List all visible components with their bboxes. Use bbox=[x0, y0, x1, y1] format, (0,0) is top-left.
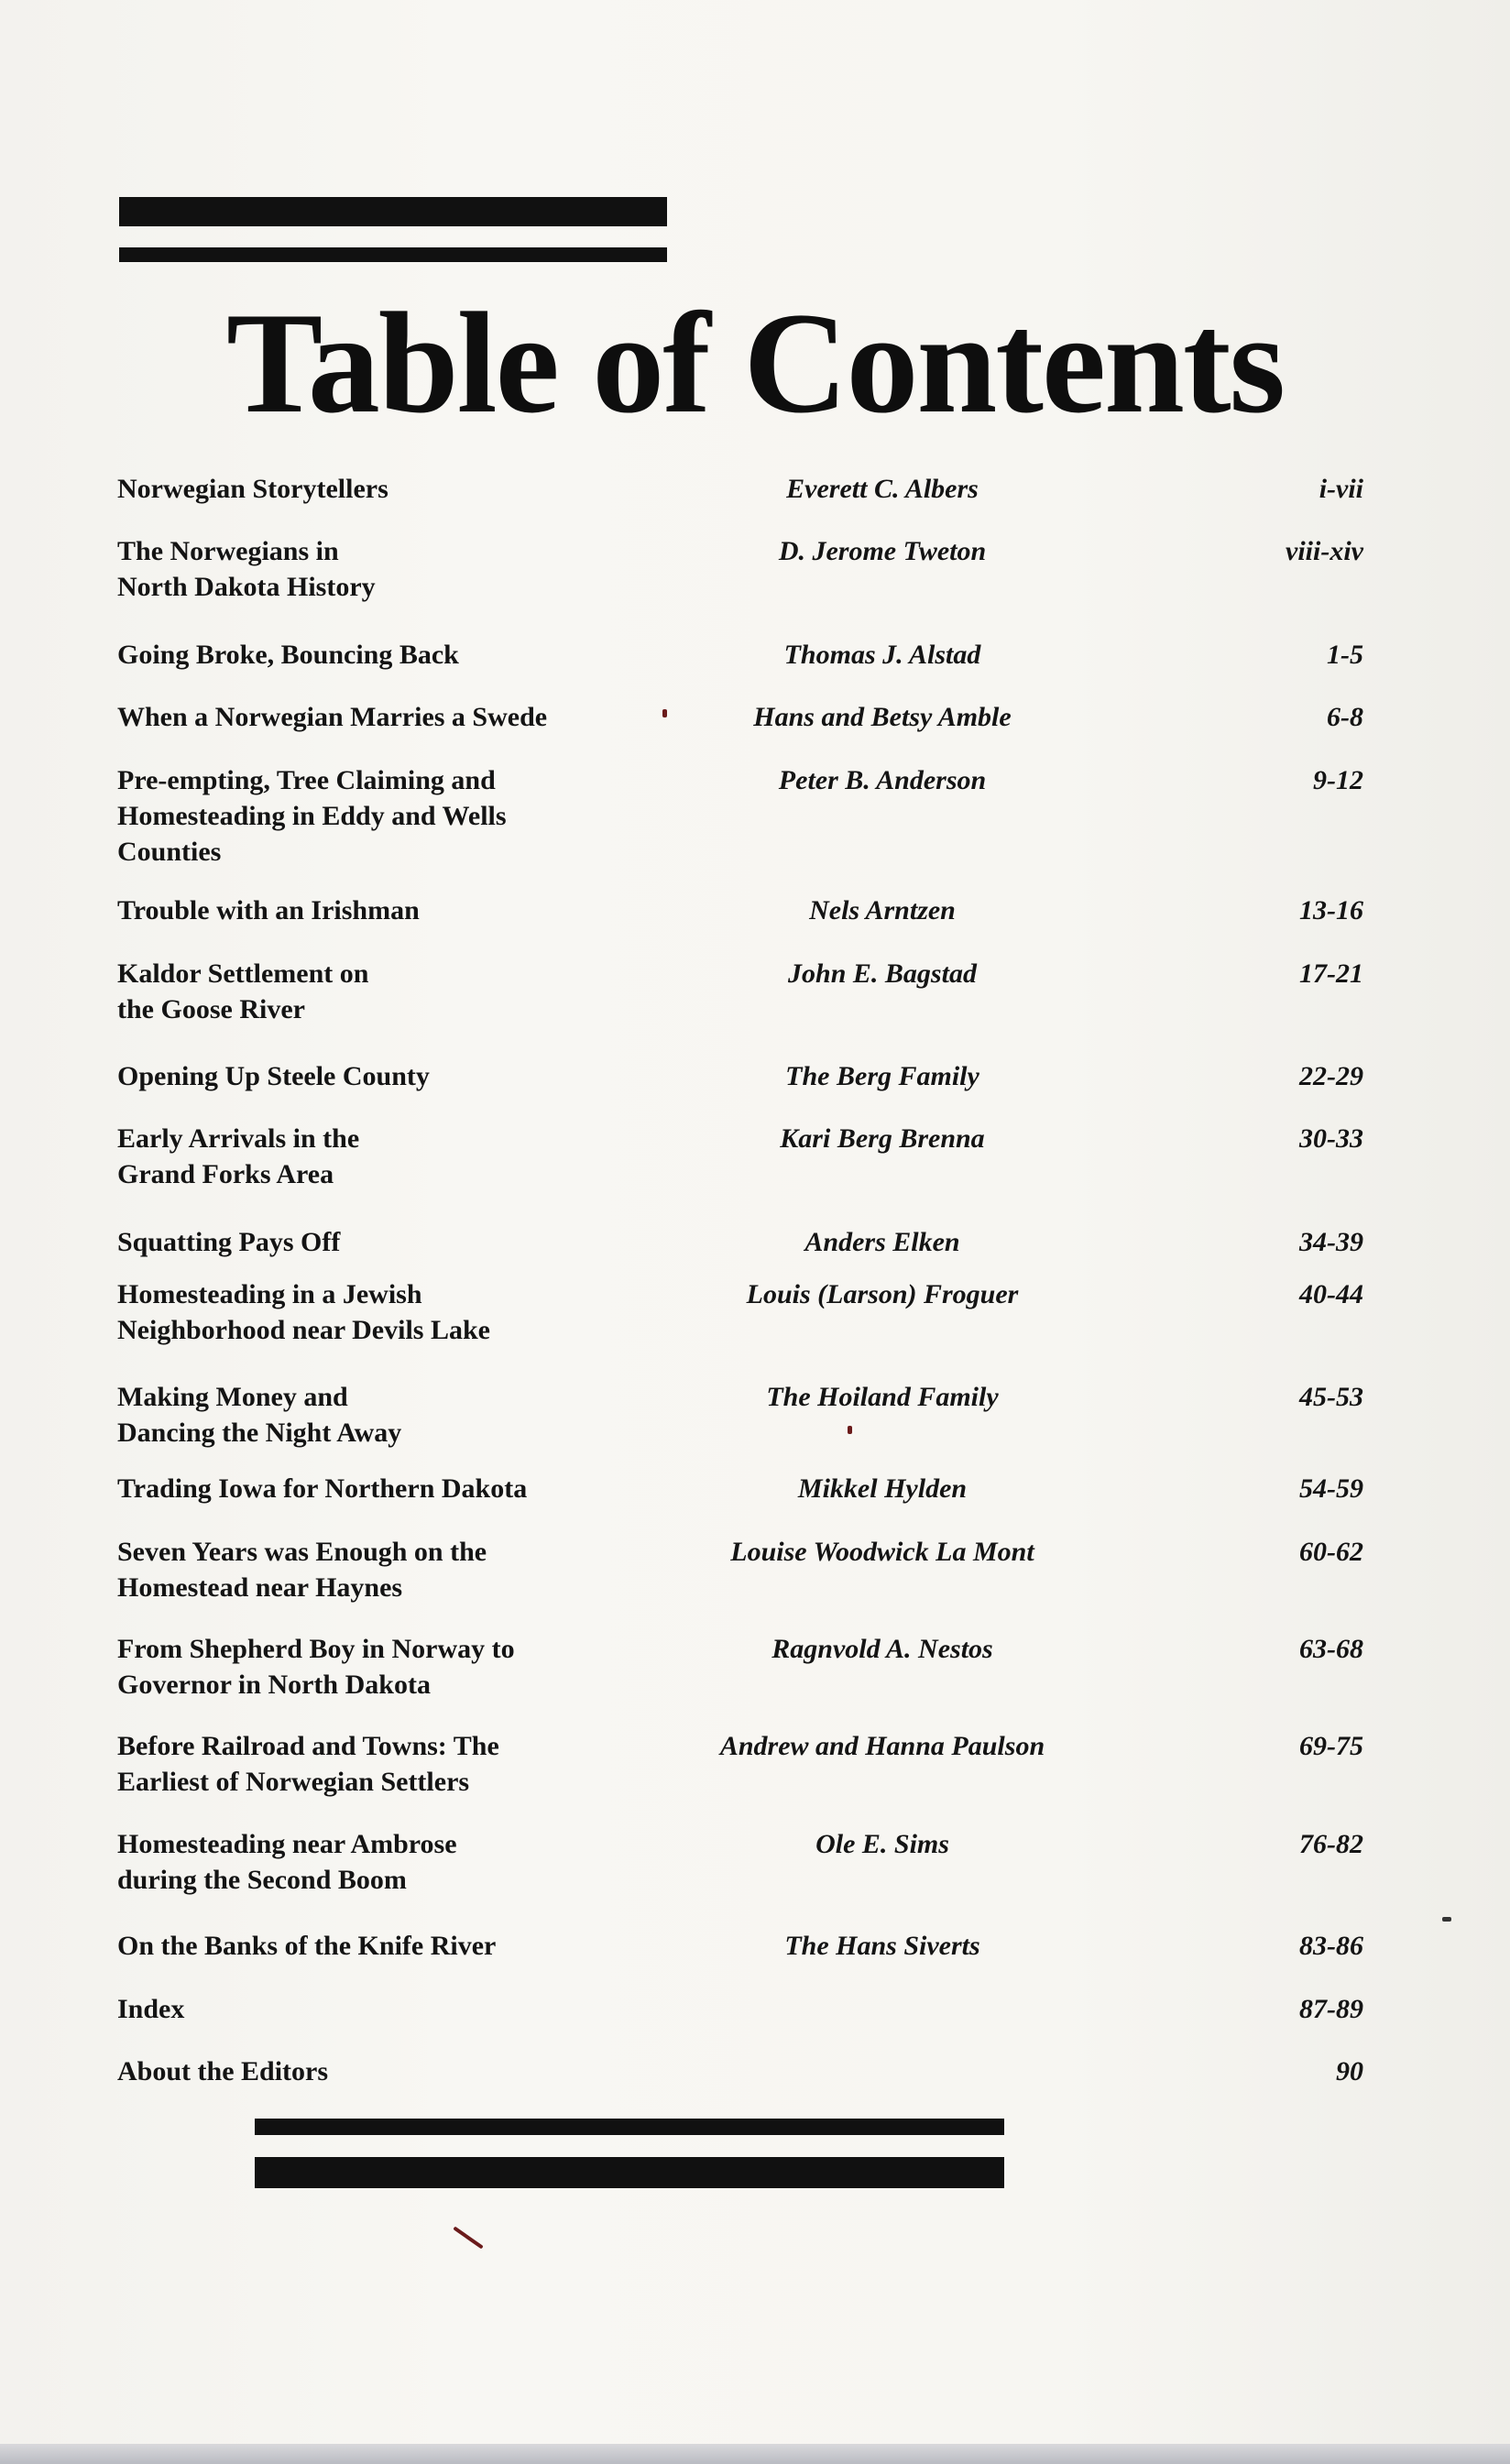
toc-entry-author: The Berg Family bbox=[785, 1061, 979, 1091]
toc-entry-pages: 13-16 bbox=[1299, 895, 1363, 925]
print-speck bbox=[662, 709, 667, 717]
toc-entry-author: Anders Elken bbox=[804, 1227, 960, 1257]
toc-entry-author: Louise Woodwick La Mont bbox=[730, 1537, 1034, 1567]
toc-entry-title: Making Money and Dancing the Night Away bbox=[117, 1382, 402, 1448]
toc-entry bbox=[117, 471, 1363, 507]
toc-entry bbox=[117, 1058, 1363, 1094]
toc-entry bbox=[117, 1826, 1363, 1898]
toc-entry bbox=[117, 1928, 1363, 1964]
toc-entry-title: Seven Years was Enough on the Homestead near Haynes bbox=[117, 1537, 487, 1603]
toc-entry bbox=[117, 1991, 1363, 2027]
toc-entry-author: Everett C. Albers bbox=[786, 474, 979, 504]
toc-entry bbox=[117, 1631, 1363, 1703]
print-speck bbox=[453, 2226, 483, 2249]
toc-entry-title: Kaldor Settlement on the Goose River bbox=[117, 958, 369, 1024]
toc-entry-pages: 30-33 bbox=[1299, 1123, 1363, 1154]
print-speck bbox=[848, 1426, 852, 1434]
toc-entry-pages: 63-68 bbox=[1299, 1634, 1363, 1664]
toc-entry-pages: 83-86 bbox=[1299, 1931, 1363, 1961]
toc-entry-title: Homesteading near Ambrose during the Second Boom bbox=[117, 1829, 457, 1895]
toc-entry-pages: 34-39 bbox=[1299, 1227, 1363, 1257]
toc-entry-title: Opening Up Steele County bbox=[117, 1061, 430, 1091]
toc-entry-title: The Norwegians in North Dakota History bbox=[117, 536, 376, 602]
top-rule-thin bbox=[119, 247, 667, 262]
toc-entry-author: Peter B. Anderson bbox=[778, 765, 987, 795]
toc-entry-author: Mikkel Hylden bbox=[797, 1473, 968, 1504]
toc-entry bbox=[117, 1379, 1363, 1451]
toc-entry-title: When a Norwegian Marries a Swede bbox=[117, 702, 548, 732]
bottom-rule-thin bbox=[255, 2119, 1004, 2135]
toc-entry-title: Going Broke, Bouncing Back bbox=[117, 640, 459, 670]
bottom-rule-thick bbox=[255, 2157, 1004, 2188]
toc-entry-author: The Hans Siverts bbox=[784, 1931, 980, 1961]
toc-entry-pages: 54-59 bbox=[1299, 1473, 1363, 1504]
toc-entry-author: D. Jerome Tweton bbox=[778, 536, 987, 566]
toc-entry-author: Andrew and Hanna Paulson bbox=[719, 1731, 1045, 1761]
toc-entry-title: Before Railroad and Towns: The Earliest of Norwegian Settlers bbox=[117, 1731, 499, 1797]
toc-entry-author: Ole E. Sims bbox=[815, 1829, 949, 1859]
toc-entry-title: Trading Iowa for Northern Dakota bbox=[117, 1473, 528, 1504]
toc-entry bbox=[117, 893, 1363, 928]
toc-entry-pages: viii-xiv bbox=[1286, 536, 1363, 566]
toc-entry-title: Early Arrivals in the Grand Forks Area bbox=[117, 1123, 360, 1189]
print-speck bbox=[1442, 1917, 1451, 1922]
toc-entry-author: Ragnvold A. Nestos bbox=[771, 1634, 993, 1664]
toc-entry-title: Norwegian Storytellers bbox=[117, 474, 388, 504]
toc-entry bbox=[117, 699, 1363, 735]
toc-entry bbox=[117, 1728, 1363, 1800]
toc-entry-pages: 9-12 bbox=[1313, 765, 1363, 795]
toc-entry-author: Louis (Larson) Froguer bbox=[746, 1279, 1019, 1309]
toc-entry-author: Kari Berg Brenna bbox=[780, 1123, 985, 1154]
toc-entry bbox=[117, 762, 1363, 870]
toc-entry-pages: 6-8 bbox=[1327, 702, 1363, 732]
toc-entry bbox=[117, 956, 1363, 1027]
toc-entry bbox=[117, 1276, 1363, 1348]
toc-entry-pages: 90 bbox=[1336, 2056, 1363, 2086]
toc-entry bbox=[117, 1224, 1363, 1260]
toc-entry-pages: 87-89 bbox=[1299, 1994, 1363, 2024]
toc-entry-author: The Hoiland Family bbox=[766, 1382, 999, 1412]
toc-entry bbox=[117, 637, 1363, 673]
toc-entry bbox=[117, 533, 1363, 605]
page-edge-shadow bbox=[0, 2444, 1510, 2464]
toc-entry bbox=[117, 1534, 1363, 1605]
toc-entry-title: On the Banks of the Knife River bbox=[117, 1931, 497, 1961]
toc-entry-pages: 40-44 bbox=[1299, 1279, 1363, 1309]
toc-entry bbox=[117, 1471, 1363, 1506]
toc-entry-pages: i-vii bbox=[1319, 474, 1363, 504]
toc-entry-author: Hans and Betsy Amble bbox=[753, 702, 1012, 732]
toc-entry-author: Nels Arntzen bbox=[809, 895, 956, 925]
page-title: Table of Contents bbox=[225, 283, 1285, 444]
toc-entry-pages: 60-62 bbox=[1299, 1537, 1363, 1567]
toc-entry-title: Homesteading in a Jewish Neighborhood near Devils Lake bbox=[117, 1279, 490, 1345]
toc-entry-title: Index bbox=[117, 1994, 185, 2024]
toc-entry-pages: 17-21 bbox=[1299, 958, 1363, 989]
toc-entry-author: John E. Bagstad bbox=[788, 958, 977, 989]
toc-entry-pages: 76-82 bbox=[1299, 1829, 1363, 1859]
toc-entry-title: About the Editors bbox=[117, 2056, 329, 2086]
toc-entry-pages: 45-53 bbox=[1299, 1382, 1363, 1412]
toc-entry-title: Trouble with an Irishman bbox=[117, 895, 420, 925]
toc-entry bbox=[117, 1121, 1363, 1192]
toc-entry-author: Thomas J. Alstad bbox=[783, 640, 981, 670]
toc-entry bbox=[117, 2053, 1363, 2089]
toc-entry-title: Squatting Pays Off bbox=[117, 1227, 341, 1257]
toc-entry-title: From Shepherd Boy in Norway to Governor in North Dakota bbox=[117, 1634, 515, 1700]
toc-entry-title: Pre-empting, Tree Claiming and Homesteading in Eddy and Wells Counties bbox=[117, 765, 507, 867]
toc-entry-pages: 1-5 bbox=[1327, 640, 1363, 670]
top-rule-thick bbox=[119, 197, 667, 226]
toc-entry-pages: 69-75 bbox=[1299, 1731, 1363, 1761]
toc-entry-pages: 22-29 bbox=[1299, 1061, 1363, 1091]
